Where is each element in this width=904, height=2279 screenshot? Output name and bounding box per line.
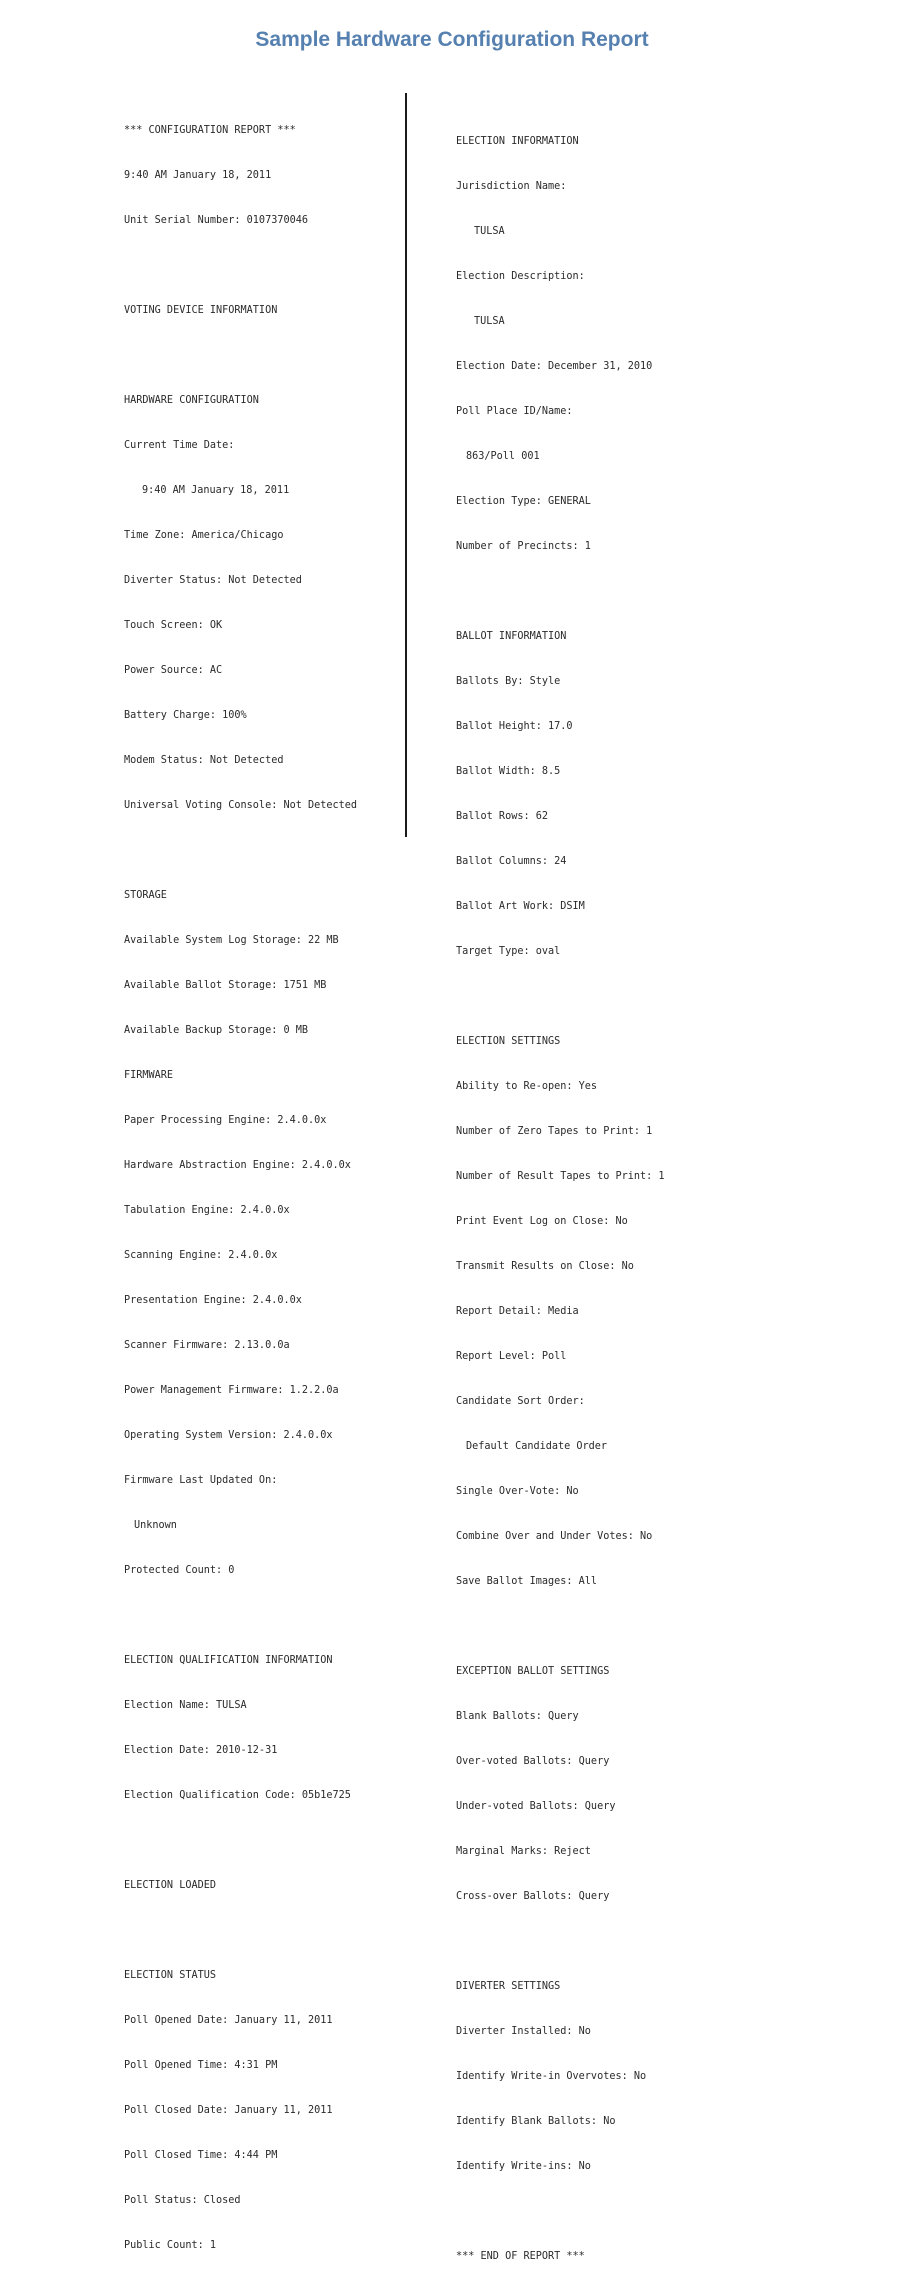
current-time-value: 9:40 AM January 18, 2011 <box>142 485 290 496</box>
election-settings-heading: ELECTION SETTINGS <box>456 1036 561 1047</box>
storage-line: Available Ballot Storage: 1751 MB <box>124 980 327 991</box>
storage-line: Available System Log Storage: 22 MB <box>124 935 339 946</box>
setting-line: Print Event Log on Close: No <box>456 1216 628 1227</box>
jurisdiction-label: Jurisdiction Name: <box>456 181 567 192</box>
current-time-label: Current Time Date: <box>124 440 235 451</box>
election-status-heading: ELECTION STATUS <box>124 1970 217 1981</box>
hardware-line: Touch Screen: OK <box>124 620 223 631</box>
diverter-line: Identify Write-ins: No <box>456 2161 591 2172</box>
setting-line: Report Level: Poll <box>456 1351 567 1362</box>
setting-line: Combine Over and Under Votes: No <box>456 1531 653 1542</box>
setting-line: Number of Zero Tapes to Print: 1 <box>456 1126 653 1137</box>
left-column <box>124 93 357 2268</box>
storage-heading: STORAGE <box>124 890 167 901</box>
hardware-line: Universal Voting Console: Not Detected <box>124 800 358 811</box>
hardware-heading: HARDWARE CONFIGURATION <box>124 395 259 406</box>
election-loaded: ELECTION LOADED <box>124 1880 217 1891</box>
ballot-line: Ballot Art Work: DSIM <box>456 901 585 912</box>
exception-line: Over-voted Ballots: Query <box>456 1756 610 1767</box>
setting-line: Report Detail: Media <box>456 1306 579 1317</box>
firmware-line: Power Management Firmware: 1.2.2.0a <box>124 1385 339 1396</box>
report-datetime: 9:40 AM January 18, 2011 <box>124 170 272 181</box>
firmware-line: Hardware Abstraction Engine: 2.4.0.0x <box>124 1160 351 1171</box>
election-type: Election Type: GENERAL <box>456 496 591 507</box>
firmware-last-updated-label: Firmware Last Updated On: <box>124 1475 278 1486</box>
exception-line: Cross-over Ballots: Query <box>456 1891 610 1902</box>
status-line: Public Count: 1 <box>124 2240 217 2251</box>
diverter-heading: DIVERTER SETTINGS <box>456 1981 561 1992</box>
unit-serial-number: Unit Serial Number: 0107370046 <box>124 215 309 226</box>
ballot-line: Ballots By: Style <box>456 676 561 687</box>
poll-place-value: 863/Poll 001 <box>466 451 540 462</box>
firmware-heading: FIRMWARE <box>124 1070 174 1081</box>
status-line: Poll Closed Time: 4:44 PM <box>124 2150 278 2161</box>
hardware-line: Battery Charge: 100% <box>124 710 247 721</box>
exception-line: Under-voted Ballots: Query <box>456 1801 616 1812</box>
ballot-line: Target Type: oval <box>456 946 561 957</box>
report-header-line: *** CONFIGURATION REPORT *** <box>124 125 296 136</box>
election-info-heading: ELECTION INFORMATION <box>456 136 579 147</box>
exception-line: Marginal Marks: Reject <box>456 1846 591 1857</box>
ballot-line: Ballot Height: 17.0 <box>456 721 573 732</box>
hardware-line: Diverter Status: Not Detected <box>124 575 302 586</box>
qualification-heading: ELECTION QUALIFICATION INFORMATION <box>124 1655 333 1666</box>
setting-line: Transmit Results on Close: No <box>456 1261 634 1272</box>
status-line: Poll Status: Closed <box>124 2195 241 2206</box>
qualification-line: Election Name: TULSA <box>124 1700 247 1711</box>
candidate-sort-value: Default Candidate Order <box>466 1441 608 1452</box>
hardware-line: Modem Status: Not Detected <box>124 755 284 766</box>
election-date: Election Date: December 31, 2010 <box>456 361 653 372</box>
firmware-line: Scanner Firmware: 2.13.0.0a <box>124 1340 290 1351</box>
status-line: Poll Opened Date: January 11, 2011 <box>124 2015 333 2026</box>
qualification-line: Election Qualification Code: 05b1e725 <box>124 1790 351 1801</box>
diverter-line: Identify Write-in Overvotes: No <box>456 2071 647 2082</box>
setting-line: Single Over-Vote: No <box>456 1486 579 1497</box>
column-divider <box>405 93 407 837</box>
protected-count: Protected Count: 0 <box>124 1565 235 1576</box>
description-value: TULSA <box>474 316 505 327</box>
jurisdiction-value: TULSA <box>474 226 505 237</box>
firmware-line: Operating System Version: 2.4.0.0x <box>124 1430 333 1441</box>
hardware-line: Power Source: AC <box>124 665 223 676</box>
report-title: Sample Hardware Configuration Report <box>255 28 649 51</box>
firmware-line: Paper Processing Engine: 2.4.0.0x <box>124 1115 327 1126</box>
diverter-line: Diverter Installed: No <box>456 2026 591 2037</box>
hardware-line: Time Zone: America/Chicago <box>124 530 284 541</box>
end-of-report: *** END OF REPORT *** <box>456 2251 585 2262</box>
poll-place-label: Poll Place ID/Name: <box>456 406 573 417</box>
firmware-line: Scanning Engine: 2.4.0.0x <box>124 1250 278 1261</box>
ballot-line: Ballot Rows: 62 <box>456 811 549 822</box>
status-line: Poll Opened Time: 4:31 PM <box>124 2060 278 2071</box>
status-line: Poll Closed Date: January 11, 2011 <box>124 2105 333 2116</box>
storage-line: Available Backup Storage: 0 MB <box>124 1025 309 1036</box>
number-of-precincts: Number of Precincts: 1 <box>456 541 591 552</box>
diverter-line: Identify Blank Ballots: No <box>456 2116 616 2127</box>
exception-line: Blank Ballots: Query <box>456 1711 579 1722</box>
setting-line: Ability to Re-open: Yes <box>456 1081 598 1092</box>
ballot-line: Ballot Width: 8.5 <box>456 766 561 777</box>
exception-heading: EXCEPTION BALLOT SETTINGS <box>456 1666 610 1677</box>
right-column <box>456 104 665 2279</box>
firmware-last-updated-value: Unknown <box>134 1520 177 1531</box>
firmware-line: Tabulation Engine: 2.4.0.0x <box>124 1205 290 1216</box>
ballot-line: Ballot Columns: 24 <box>456 856 567 867</box>
setting-line: Save Ballot Images: All <box>456 1576 598 1587</box>
setting-line: Number of Result Tapes to Print: 1 <box>456 1171 665 1182</box>
description-label: Election Description: <box>456 271 585 282</box>
firmware-line: Presentation Engine: 2.4.0.0x <box>124 1295 302 1306</box>
qualification-line: Election Date: 2010-12-31 <box>124 1745 278 1756</box>
voting-device-heading: VOTING DEVICE INFORMATION <box>124 305 278 316</box>
ballot-info-heading: BALLOT INFORMATION <box>456 631 567 642</box>
candidate-sort-label: Candidate Sort Order: <box>456 1396 585 1407</box>
